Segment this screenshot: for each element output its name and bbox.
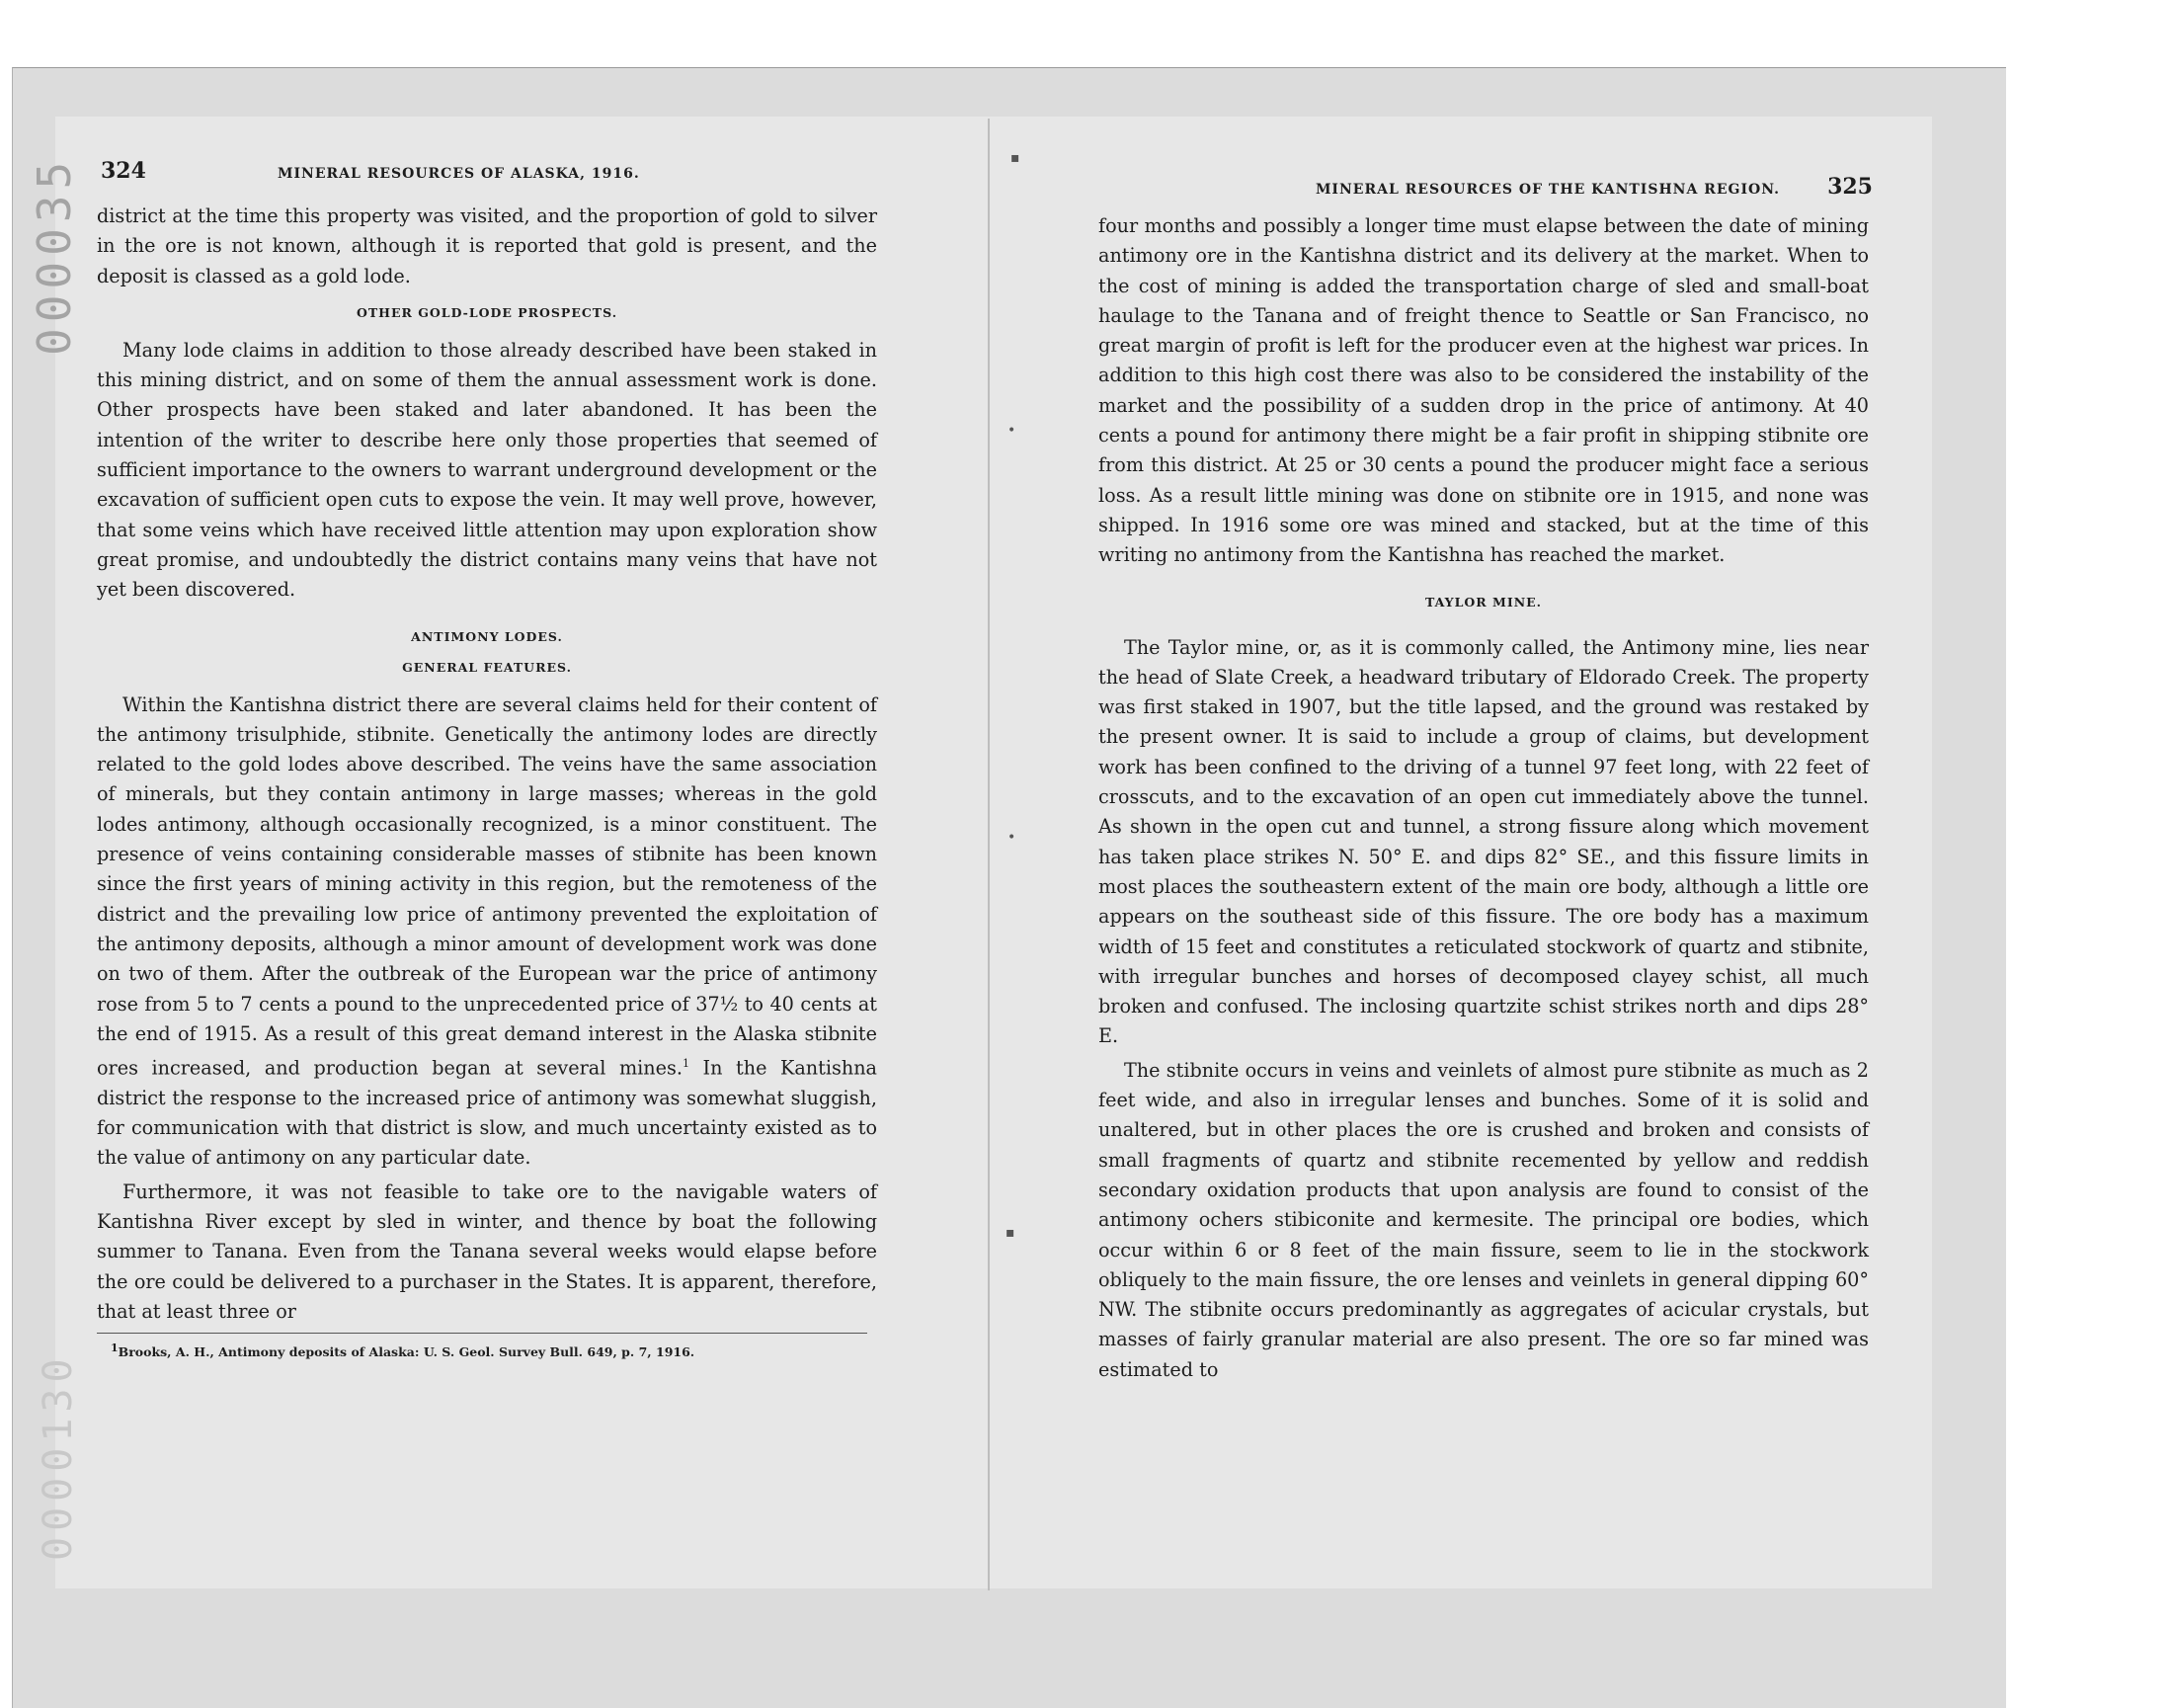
footnote-text: Brooks, A. H., Antimony deposits of Alaska: U. S. Geol. Survey Bull. 649, p. 7, 1916. (118, 1344, 695, 1360)
left-running-head: MINERAL RESOURCES OF ALASKA, 1916. (278, 166, 640, 182)
left-page (97, 158, 877, 1361)
section-heading: ANTIMONY LODES. (411, 628, 563, 644)
archive-stamp-top (32, 267, 77, 356)
footnote (111, 1340, 877, 1361)
left-page-header (97, 158, 877, 202)
right-paragraph: The stibnite occurs in veins and veinlets of almost pure stibnite as much as 2 feet wide, and also in irregular lenses and bunches. Some of it is solid and unaltered, but in other places the ore is crushed and broken and consists of small fragments of quartz and stibnite recemented by yellow and reddish secondary oxidation products that upon analysis are found to consist of the antimony ochers stibiconite and kermesite. The principal ore bodies, which occur within 6 or 8 feet of the main fissure, seem to lie in the stockwork obliquely to the main fissure, the ore lenses and veinlets in general dipping 60° NW. The stibnite occurs predominantly as aggregates of acicular crystals, but masses of fairly granular material are also present. The ore so far mined was estimated to (1098, 1058, 1869, 1381)
right-paragraph: four months and possibly a longer time must elapse between the date of mining antimony ore in the Kantishna district and its delivery at the market. When to the cost of mining is added the transportation charge of sled and small-boat haulage to the Tanana and of freight thence to Seattle or San Francisco, no great margin of profit is left for the producer even at the highest war prices. In addition to this high cost there was also to be considered the instability of the market and the possibility of a sudden drop in the price of antimony. At 40 cents a pound for antimony there might be a fair profit in shipping stibnite ore from this district. At 25 or 30 cents a pound the producer might face a serious loss. As a result little mining was done on stibnite ore in 1915, and none was shipped. In 1916 some ore was mined and stacked, but at the time of this writing no antimony from the Kantishna has reached the market. (1098, 214, 1869, 567)
scan-speck: ▪ (1006, 1225, 1015, 1241)
left-paragraph: Furthermore, it was not feasible to take ore to the navigable waters of Kantishna River except by sled in winter, and thence by boat the following summer to Tanana. Even from the Tanana several weeks would elapse before the ore could be delivered to a purchaser in the States. It is apparent, therefore, that at least three or (97, 1179, 877, 1323)
page-fold (988, 119, 990, 1590)
right-page (1098, 168, 1873, 1385)
footnote-reference: 1 (682, 1057, 689, 1071)
right-running-head: MINERAL RESOURCES OF THE KANTISHNA REGION. (1315, 182, 1780, 198)
archive-stamp-bottom: 0000130 (36, 1352, 81, 1561)
footnote-rule (97, 1333, 867, 1334)
right-page-number: 325 (1827, 174, 1873, 200)
paragraph-text: In the Kantishna district the response to the increased price of antimony was somewhat sluggish, for communication with that district is slow, and much uncertainty existed as to the value of antimony on any particular date. (97, 1056, 877, 1170)
scan-speck: • (1007, 830, 1016, 846)
right-paragraph: The Taylor mine, or, as it is commonly called, the Antimony mine, lies near the head of Slate Creek, a headward tributary of Eldorado Creek. The property was first staked in 1907, but the title lapsed, and the ground was restaked by the present owner. It is said to include a group of claims, but development work has been confined to the driving of a tunnel 97 feet long, with 22 feet of crosscuts, and to the excavation of an open cut immediately above the tunnel. As shown in the open cut and tunnel, a strong fissure along which movement has taken place strikes N. 50° E. and dips 82° SE., and this fissure limits in most places the southeastern extent of the main ore body, although a little ore appears on the southeast side of this fissure. The ore body has a maximum width of 15 feet and constitutes a reticulated stockwork of quartz and stibnite, with irregular bunches and horses of decomposed clayey schist, all much broken and confused. The inclosing quartzite schist strikes north and dips 28° E. (1098, 635, 1869, 1048)
left-page-number: 324 (101, 158, 146, 184)
left-paragraph: district at the time this property was visited, and the proportion of gold to silver in the ore is not known, although it is reported that gold is present, and the deposit is classed as a gold lode. (97, 204, 877, 287)
left-paragraph: Many lode claims in addition to those already described have been staked in this mining district, and on some of them the annual assessment work is done. Other prospects have been staked and later abandoned. It has been the intention of the writer to describe here only those properties that seemed of sufficient importance to the owners to warrant underground development or the excavation of sufficient open cuts to expose the vein. It may well prove, however, that some veins which have received little attention may upon exploration show great promise, and undoubtedly the district contains many veins that have not yet been discovered. (97, 338, 877, 602)
left-paragraph (97, 691, 877, 1174)
subsection-heading: GENERAL FEATURES. (402, 659, 572, 675)
scan-speck: • (1007, 423, 1016, 439)
paragraph-text: Within the Kantishna district there are several claims held for their content of the antimony trisulphide, stibnite. Genetically the antimony lodes are directly related to the gold lodes above described. The veins have the same association of minerals, but they contain antimony in large masses; whereas in the gold lodes antimony, although occasionally recognized, is a minor constituent. The presence of veins containing considerable masses of stibnite has been known since the first years of mining activity in this region, but the remoteness of the district and the prevailing low price of antimony prevented the exploitation of the antimony deposits, although a minor amount of development work was done on two of them. After the outbreak of the European war the price of antimony rose from 5 to 7 cents a pound to the unprecedented price of 37½ to 40 cents at the end of 1915. As a result of this great demand interest in the Alaska stibnite ores increased, and production began at several mines. (97, 692, 877, 1080)
section-heading: TAYLOR MINE. (1424, 594, 1543, 610)
section-heading: OTHER GOLD-LODE PROSPECTS. (356, 304, 618, 320)
footnote-marker: 1 (111, 1342, 119, 1355)
scan-speck: ▪ (1010, 150, 1020, 166)
right-page-header (1098, 168, 1873, 211)
